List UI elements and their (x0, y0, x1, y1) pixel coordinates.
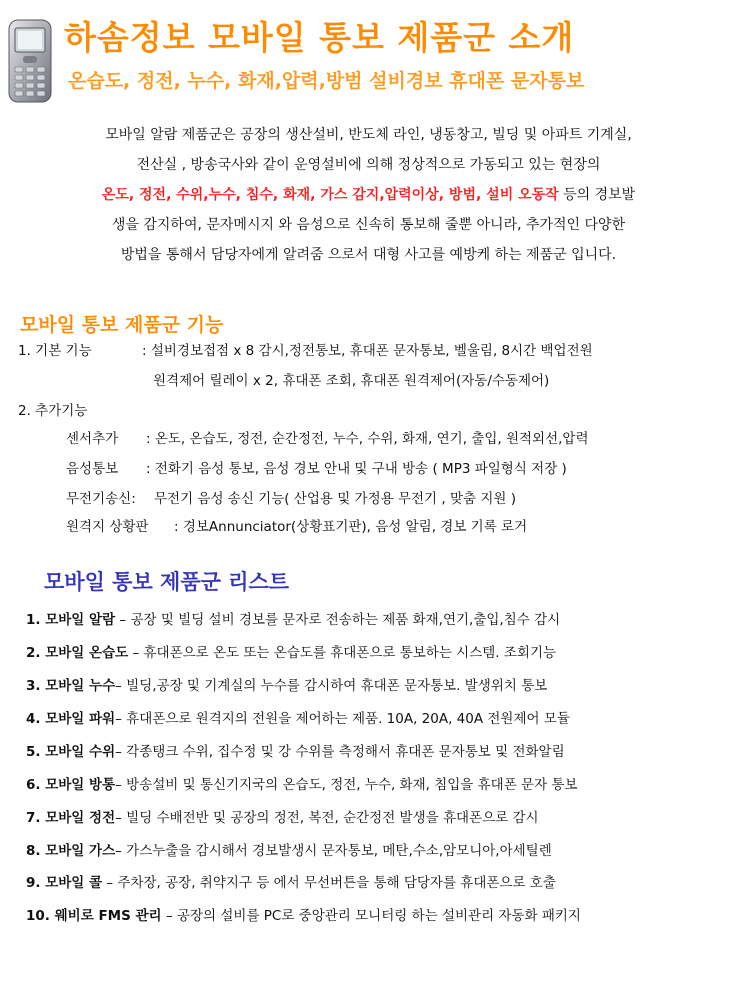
extra-function-name: 음성통보 (66, 461, 119, 477)
basic-function-line: 원격제어 릴레이 x 2, 휴대폰 조회, 휴대폰 원격제어(자동/수동제어) (153, 373, 550, 389)
list-item (26, 904, 581, 928)
product-name: 9. 모바일 콜 (26, 875, 103, 891)
mobile-phone-icon (6, 18, 54, 104)
extra-function-text: : 경보Annunciator(상황표기판), 음성 알림, 경보 기록 로거 (174, 519, 528, 535)
product-name: 4. 모바일 파워 (26, 711, 116, 727)
page-title: 하솜정보 모바일 통보 제품군 소개 (64, 18, 575, 57)
basic-function-line: : 설비경보접점 x 8 감시,정전통보, 휴대폰 문자통보, 벨울림, 8시간 백업전원 (142, 343, 593, 359)
list-item (26, 740, 565, 764)
intro-highlight: 온도, 정전, 수위,누수, 침수, 화재, 가스 감지,압력이상, 방범, 설비 오동작 (101, 187, 559, 203)
intro-line: 전산실 , 방송국사와 같이 운영설비에 의해 정상적으로 가동되고 있는 현장의 (136, 157, 601, 173)
product-name: 8. 모바일 가스 (26, 843, 116, 859)
intro-line: 모바일 알람 제품군은 공장의 생산설비, 반도체 라인, 냉동창고, 빌딩 및 아파트 기계실, (105, 127, 632, 143)
header (0, 0, 737, 110)
intro-line-rest: 등의 경보발 (558, 187, 636, 203)
extra-function-name: 원격지 상황판 (66, 519, 149, 535)
product-desc: – 방송설비 및 통신기지국의 온습도, 정전, 누수, 화재, 침입을 휴대폰 문자 통보 (115, 777, 578, 793)
extra-function-text: 무전기 음성 송신 기능( 산업용 및 가정용 무전기 , 맞춤 지원 ) (154, 491, 516, 507)
intro-line: 생을 감지하여, 문자메시지 와 음성으로 신속히 통보해 줄뿐 아니라, 추가적인 다양한 (111, 217, 626, 233)
product-desc: – 휴대폰으로 온도 또는 온습도를 휴대폰으로 통보하는 시스템. 조회기능 (128, 645, 557, 661)
product-desc: – 공장의 설비를 PC로 중앙관리 모니터링 하는 설비관리 자동화 패키지 (161, 908, 581, 924)
list-item (26, 674, 547, 698)
product-desc: – 휴대폰으로 원격지의 전원을 제어하는 제품. 10A, 20A, 40A 전원제어 모듈 (115, 711, 570, 727)
list-item (26, 806, 539, 830)
list-item (26, 608, 560, 632)
functions-section-title: 모바일 통보 제품군 기능 (20, 314, 224, 336)
extra-function-name: 센서추가 (66, 431, 119, 447)
list-item (26, 773, 578, 797)
list-item (26, 871, 556, 895)
extra-function-text: : 온도, 온습도, 정전, 순간정전, 누수, 수위, 화재, 연기, 출입, 원적외선,압력 (146, 431, 589, 447)
list-item (26, 839, 552, 863)
intro-line (6, 180, 731, 210)
extra-function-text: : 전화기 음성 통보, 음성 경보 안내 및 구내 방송 ( MP3 파일형식 저장 ) (146, 461, 567, 477)
product-name: 10. 웨비로 FMS 관리 (26, 908, 162, 924)
product-desc: – 주차장, 공장, 취약지구 등 에서 무선버튼을 통해 담당자를 휴대폰으로 호출 (102, 875, 556, 891)
product-name: 1. 모바일 알람 (26, 612, 116, 628)
list-item (26, 641, 556, 665)
intro-line: 방법을 통해서 담당자에게 알려줌 으로서 대형 사고를 예방케 하는 제품군 입니다. (120, 247, 617, 263)
list-item (26, 707, 570, 731)
product-desc: – 각종탱크 수위, 집수정 및 강 수위를 측정해서 휴대폰 문자통보 및 전화알림 (115, 744, 565, 760)
product-name: 2. 모바일 온습도 (26, 645, 129, 661)
product-name: 6. 모바일 방통 (26, 777, 116, 793)
basic-function-label: 1. 기본 기능 (18, 343, 92, 359)
product-name: 3. 모바일 누수 (26, 678, 116, 694)
product-name: 5. 모바일 수위 (26, 744, 116, 760)
product-name: 7. 모바일 정전 (26, 810, 116, 826)
page-subtitle: 온습도, 정전, 누수, 화재,압력,방범 설비경보 휴대폰 문자통보 (68, 70, 585, 92)
product-list-title: 모바일 통보 제품군 리스트 (44, 570, 290, 594)
intro-paragraph (6, 120, 731, 270)
extra-function-name: 무전기송신: (66, 491, 136, 507)
extra-function-label: 2. 추가기능 (18, 403, 88, 419)
product-desc: – 가스누출을 감시해서 경보발생시 문자통보, 메탄,수소,암모니아,아세틸렌 (115, 843, 552, 859)
product-desc: – 빌딩,공장 및 기계실의 누수를 감시하여 휴대폰 문자통보. 발생위치 통보 (115, 678, 548, 694)
product-desc: – 공장 및 빌딩 설비 경보를 문자로 전송하는 제품 화재,연기,출입,침수 감시 (115, 612, 561, 628)
product-desc: – 빌딩 수배전반 및 공장의 정전, 복전, 순간정전 발생을 휴대폰으로 감시 (115, 810, 539, 826)
